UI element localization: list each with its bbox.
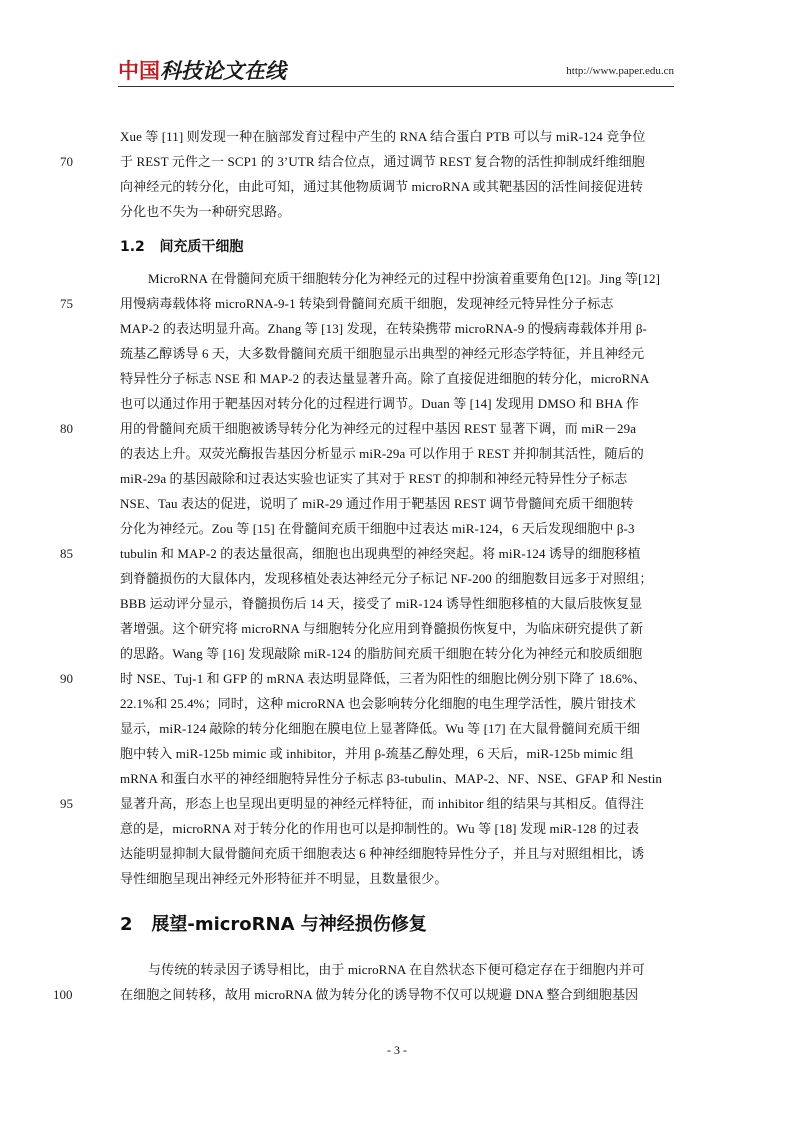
body-line: 用慢病毒载体将 microRNA-9-1 转染到骨髓间充质干细胞，发现神经元特异性分子标志 bbox=[120, 296, 614, 311]
body-line: 的思路。Wang 等 [16] 发现敲除 miR-124 的脂肪间充质干细胞在转分化为神经元和胶质细胞 bbox=[120, 646, 643, 661]
section-heading-1-2 bbox=[120, 238, 243, 256]
body-line: 时 NSE、Tuj-1 和 GFP 的 mRNA 表达明显降低，三者为阳性的细胞比例分别下降了 18.6%、 bbox=[120, 671, 646, 686]
header-url[interactable]: http://www.paper.edu.cn bbox=[566, 65, 674, 77]
line-number: 80 bbox=[60, 421, 73, 436]
body-line: 向神经元的转分化，由此可知，通过其他物质调节 microRNA 或其靶基因的活性间接促进转 bbox=[120, 179, 644, 194]
body-line: miR-29a 的基因敲除和过表达实验也证实了其对于 REST 的抑制和神经元特异性分子标志 bbox=[120, 471, 628, 486]
body-line: 巯基乙醇诱导 6 天，大多数骨髓间充质干细胞显示出典型的神经元形态学特征，并且神经元 bbox=[120, 346, 645, 361]
journal-logo bbox=[118, 58, 286, 84]
page-header bbox=[118, 58, 674, 86]
body-line: 22.1%和 25.4%；同时，这种 microRNA 也会影响转分化细胞的电生理学活性，膜片钳技术 bbox=[120, 696, 636, 711]
body-line: Xue 等 [11] 则发现一种在脑部发育过程中产生的 RNA 结合蛋白 PTB 可以与 miR-124 竞争位 bbox=[120, 129, 646, 144]
body-line: 分化为神经元。Zou 等 [15] 在骨髓间充质干细胞中过表达 miR-124，6 天后发现细胞中 β-3 bbox=[120, 521, 635, 536]
body-line: 著增强。这个研究将 microRNA 与细胞转分化应用到脊髓损伤恢复中，为临床研究提供了新 bbox=[120, 621, 644, 636]
body-line: 意的是，microRNA 对于转分化的作用也可以是抑制性的。Wu 等 [18] 发现 miR-128 的过表 bbox=[120, 821, 640, 836]
body-line: 也可以通过作用于靶基因对转分化的过程进行调节。Duan 等 [14] 发现用 DMSO 和 BHA 作 bbox=[120, 396, 639, 411]
line-number: 70 bbox=[60, 154, 73, 169]
body-line: 在细胞之间转移，故用 microRNA 做为转分化的诱导物不仅可以规避 DNA 整合到细胞基因 bbox=[120, 987, 639, 1002]
body-line: 用的骨髓间充质干细胞被诱导转分化为神经元的过程中基因 REST 显著下调，而 miR－29a bbox=[120, 421, 637, 436]
line-number: 90 bbox=[60, 671, 73, 686]
section-title: 间充质干细胞 bbox=[159, 239, 244, 255]
logo-black-text: 科技论文在线 bbox=[160, 59, 286, 83]
body-line: 显著升高，形态上也呈现出更明显的神经元样特征，而 inhibitor 组的结果与其相反。值得注 bbox=[120, 796, 644, 811]
section-heading-2 bbox=[120, 914, 427, 936]
logo-red-text: 中国 bbox=[118, 59, 160, 83]
page-number: - 3 - bbox=[387, 1043, 407, 1057]
section-number: 1.2 bbox=[120, 239, 145, 255]
body-line: 显示，miR-124 敲除的转分化细胞在膜电位上显著降低。Wu 等 [17] 在大鼠骨髓间充质干细 bbox=[120, 721, 641, 736]
body-line: 达能明显抑制大鼠骨髓间充质干细胞表达 6 种神经细胞特异性分子，并且与对照组相比，诱 bbox=[120, 846, 645, 861]
body-line: 特异性分子标志 NSE 和 MAP-2 的表达量显著升高。除了直接促进细胞的转分化，microRNA bbox=[120, 371, 650, 386]
body-line: 胞中转入 miR-125b mimic 或 inhibitor，并用 β-巯基乙醇处理，6 天后，miR-125b mimic 组 bbox=[120, 746, 634, 761]
body-line: 的表达上升。双荧光酶报告基因分析显示 miR-29a 可以作用于 REST 并抑制其活性，随后的 bbox=[120, 446, 644, 461]
line-number: 95 bbox=[60, 796, 73, 811]
body-line: 分化也不失为一种研究思路。 bbox=[120, 204, 291, 219]
body-line: 于 REST 元件之一 SCP1 的 3’UTR 结合位点，通过调节 REST 复合物的活性抑制成纤维细胞 bbox=[120, 154, 645, 169]
body-line: BBB 运动评分显示，脊髓损伤后 14 天，接受了 miR-124 诱导性细胞移植的大鼠后肢恢复显 bbox=[120, 596, 643, 611]
body-line: mRNA 和蛋白水平的神经细胞特异性分子标志 β3-tubulin、MAP-2、NF、NSE、GFAP 和 Nestin bbox=[120, 771, 663, 786]
body-line: tubulin 和 MAP-2 的表达量很高，细胞也出现典型的神经突起。将 miR-124 诱导的细胞移植 bbox=[120, 546, 641, 561]
line-number: 100 bbox=[53, 987, 73, 1002]
body-line: MicroRNA 在骨髓间充质干细胞转分化为神经元的过程中扮演着重要角色[12]。Jing 等[12] bbox=[148, 271, 661, 286]
body-line: 导性细胞呈现出神经元外形特征并不明显，且数量很少。 bbox=[120, 871, 448, 886]
body-line: NSE、Tau 表达的促进，说明了 miR-29 通过作用于靶基因 REST 调节骨髓间充质干细胞转 bbox=[120, 496, 634, 511]
line-number: 75 bbox=[60, 296, 73, 311]
body-line: 与传统的转录因子诱导相比，由于 microRNA 在自然状态下便可稳定存在于细胞内并可 bbox=[148, 962, 645, 977]
body-line: MAP-2 的表达明显升高。Zhang 等 [13] 发现，在转染携带 microRNA-9 的慢病毒载体并用 β- bbox=[120, 321, 647, 336]
section-title: 展望-microRNA 与神经损伤修复 bbox=[151, 914, 427, 935]
header-rule bbox=[118, 86, 674, 87]
section-number: 2 bbox=[120, 914, 133, 935]
line-number: 85 bbox=[60, 546, 73, 561]
body-line: 到脊髓损伤的大鼠体内，发现移植处表达神经元分子标记 NF-200 的细胞数目远多于对照组； bbox=[120, 571, 653, 586]
